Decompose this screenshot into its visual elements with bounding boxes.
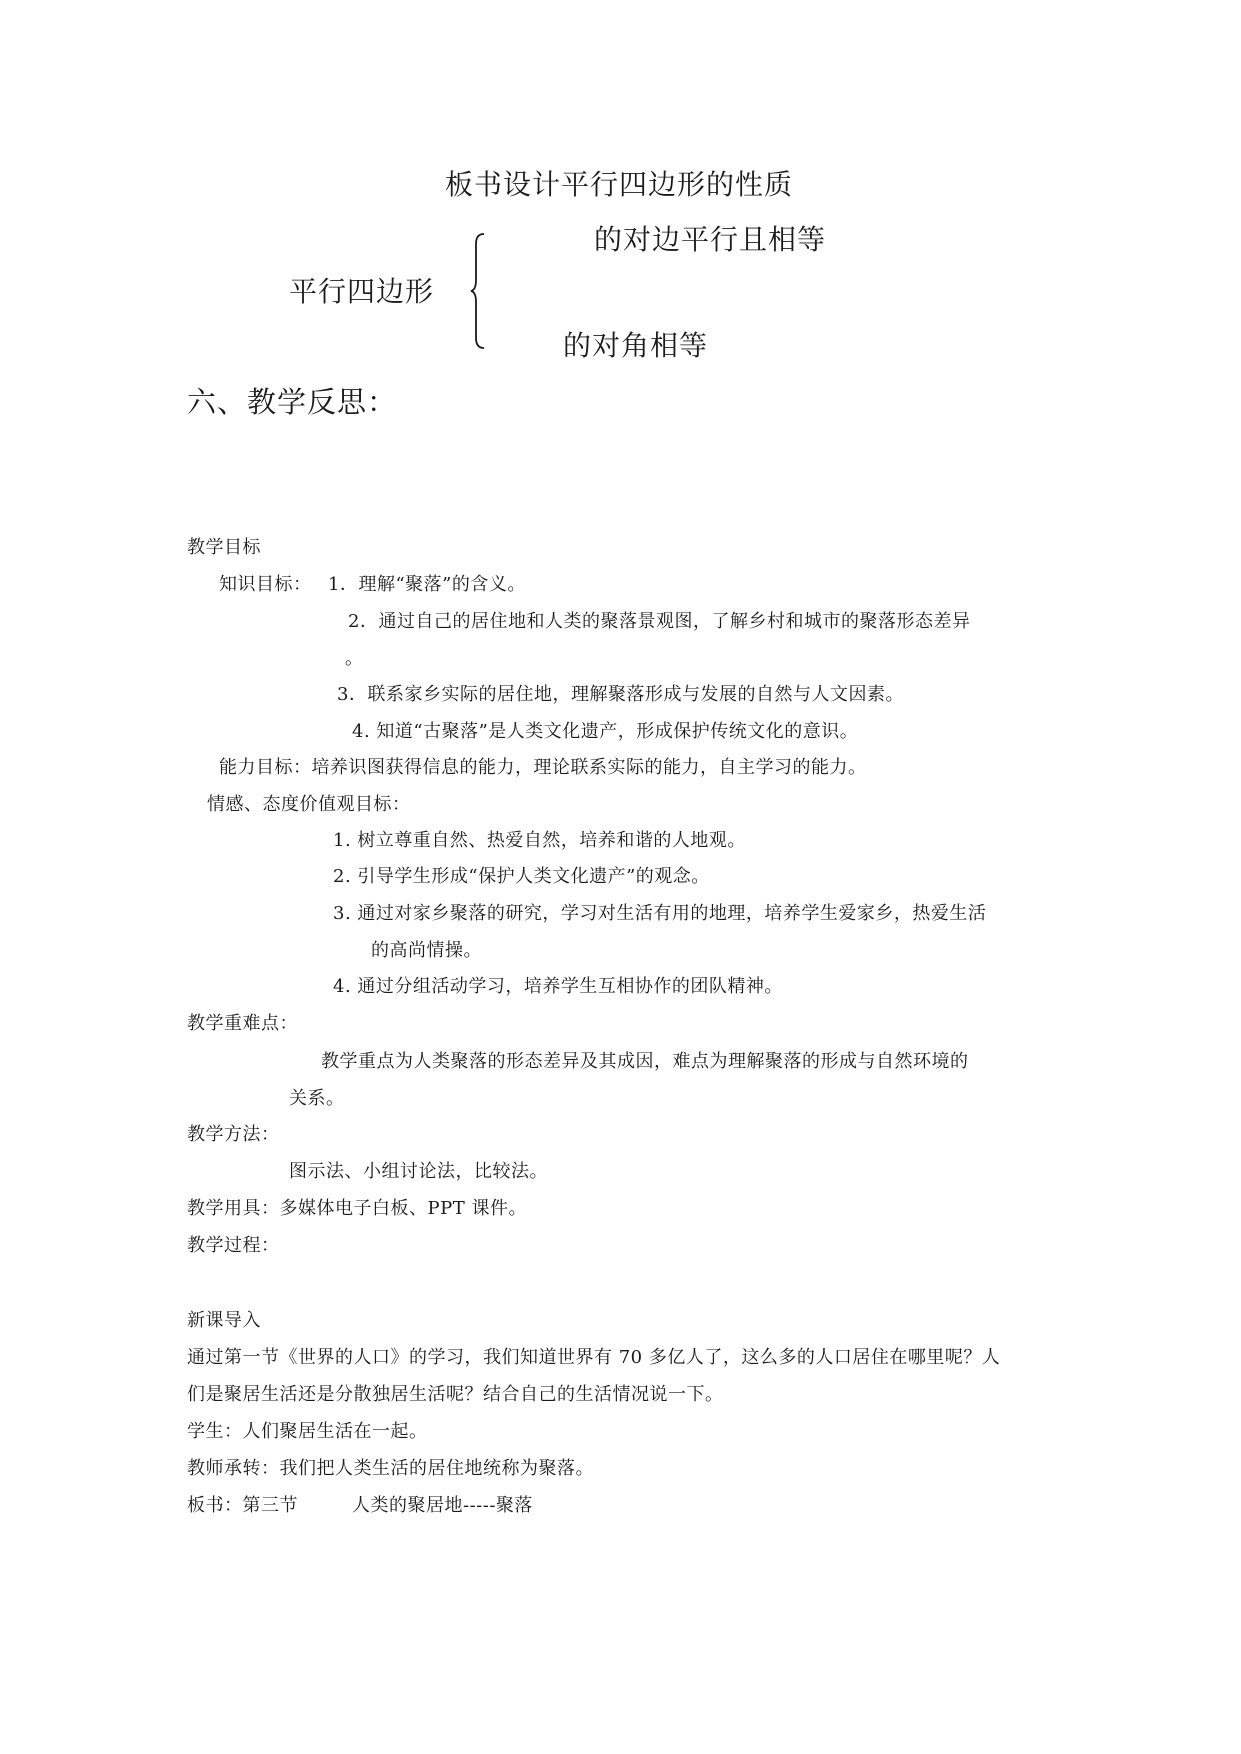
methods-heading: 教学方法： — [187, 1124, 280, 1145]
key-points-line-2: 关系。 — [289, 1088, 345, 1109]
tools-line: 教学用具：多媒体电子白板、PPT 课件。 — [187, 1198, 527, 1219]
ability-objective: 能力目标：培养识图获得信息的能力，理论联系实际的能力，自主学习的能力。 — [219, 757, 867, 778]
emotion-heading: 情感、态度价值观目标： — [207, 794, 411, 815]
emotion-item-2: 2. 引导学生形成“保护人类文化遗产”的观念。 — [333, 866, 710, 887]
process-heading: 教学过程： — [187, 1235, 280, 1256]
board-left-label: 平行四边形 — [289, 275, 435, 308]
key-points-line-1: 教学重点为人类聚落的形态差异及其成因，难点为理解聚落的形成与自然环境的 — [321, 1051, 969, 1072]
intro-heading: 新课导入 — [187, 1310, 261, 1331]
board-item-top: 的对边平行且相等 — [594, 223, 827, 256]
knowledge-item-2-cont: 。 — [345, 648, 364, 669]
key-points-heading: 教学重难点： — [187, 1013, 298, 1034]
emotion-item-3-cont: 的高尚情操。 — [371, 940, 482, 961]
knowledge-item-1: 1．理解“聚落”的含义。 — [328, 574, 526, 595]
section-heading: 六、教学反思： — [187, 385, 398, 419]
student-line: 学生：人们聚居生活在一起。 — [187, 1421, 428, 1442]
knowledge-prefix: 知识目标： — [219, 574, 312, 595]
emotion-item-3: 3. 通过对家乡聚落的研究，学习对生活有用的地理，培养学生爱家乡，热爱生活 — [333, 903, 987, 924]
objectives-heading: 教学目标 — [187, 537, 261, 558]
intro-line-1: 通过第一节《世界的人口》的学习，我们知道世界有 70 多亿人了，这么多的人口居住在哪里呢？人 — [187, 1347, 1001, 1368]
emotion-item-4: 4. 通过分组活动学习，培养学生互相协作的团队精神。 — [333, 976, 783, 997]
board-title: 板书设计平行四边形的性质 — [445, 168, 794, 201]
methods-content: 图示法、小组讨论法，比较法。 — [289, 1161, 548, 1182]
teacher-line: 教师承转：我们把人类生活的居住地统称为聚落。 — [187, 1458, 594, 1479]
curly-brace-icon — [470, 232, 488, 350]
knowledge-item-3: 3．联系家乡实际的居住地，理解聚落形成与发展的自然与人文因素。 — [337, 684, 904, 705]
board-label: 板书：第三节 — [187, 1495, 298, 1516]
intro-line-2: 们是聚居生活还是分散独居生活呢？结合自己的生活情况说一下。 — [187, 1384, 724, 1405]
emotion-item-1: 1. 树立尊重自然、热爱自然，培养和谐的人地观。 — [333, 830, 746, 851]
board-item-bottom: 的对角相等 — [563, 329, 709, 362]
board-content: 人类的聚居地-----聚落 — [352, 1495, 533, 1516]
knowledge-item-4: 4. 知道“古聚落”是人类文化遗产，形成保护传统文化的意识。 — [352, 721, 859, 742]
knowledge-item-2: 2．通过自己的居住地和人类的聚落景观图，了解乡村和城市的聚落形态差异 — [348, 611, 971, 632]
